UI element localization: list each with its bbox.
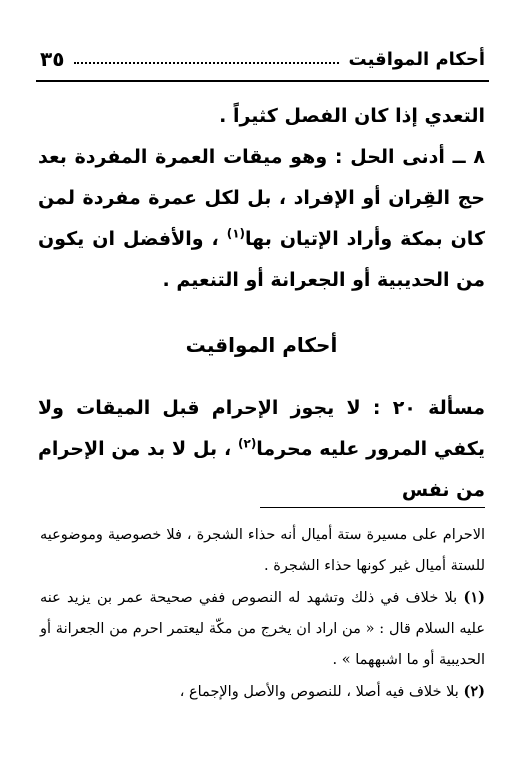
footnote-ref-2: (٢) (238, 436, 257, 451)
paragraph-item-8 (38, 137, 485, 301)
masala-text-cont: ، بل لا بد من الإحرام من نفس (38, 438, 485, 501)
footnote-1 (40, 582, 485, 676)
item-number: ٨ (473, 146, 485, 168)
footnote-1-text: بلا خلاف في ذلك وتشهد له النصوص ففي صحيحة عمر بن يزيد عنه عليه السلام قال : « من اراد ان يخرج من مكّة ليعتمر احرم من الجعرانة أو الحديبية أو ما اشبههما » . (40, 590, 485, 668)
item-dash: ــ (444, 146, 474, 168)
page-number: ٣٥ (40, 47, 65, 71)
running-title: أحكام المواقيت (348, 48, 485, 70)
footnote-2 (40, 676, 485, 708)
footnote-2-text: بلا خلاف فيه أصلا ، للنصوص والأصل والإجماع ، (179, 684, 464, 700)
footnote-separator (260, 507, 485, 508)
paragraph-continuation (38, 96, 485, 137)
item-text: : وهو ميقات العمرة المفردة بعد حج القِران أو الإفراد ، بل لكل عمرة مفردة لمن كان بمكة وأراد الإتيان بها (38, 146, 485, 250)
section-heading: أحكام المواقيت (185, 333, 338, 357)
footnote-continuation: الاحرام على مسيرة ستة أميال أنه حذاء الشجرة ، فلا خصوصية وموضوعيه للستة أميال غير كونها حذاء الشجرة . (40, 527, 485, 574)
masala-text: : لا يجوز الإحرام قبل الميقات ولا يكفي المرور عليه محرما (38, 397, 485, 460)
header-rule (36, 80, 489, 82)
page-header (40, 42, 485, 76)
footnote-1-number: (١) (463, 589, 485, 606)
footnote-ref-1: (١) (226, 226, 246, 241)
item-text-cont: ، والأفضل ان يكون من الحديبية أو الجعرانة أو التنعيم . (38, 228, 485, 291)
header-dot-leader (74, 62, 338, 64)
footnotes (40, 520, 485, 708)
masala-keyword: مسألة ٢٠ (392, 397, 485, 419)
item-keyword: أدنى الحل (350, 146, 445, 168)
paragraph-masala-20 (38, 388, 485, 511)
continuation-text: التعدي إذا كان الفصل كثيراً . (219, 105, 485, 127)
footnote-2-number: (٢) (463, 683, 485, 700)
main-text (38, 96, 485, 511)
